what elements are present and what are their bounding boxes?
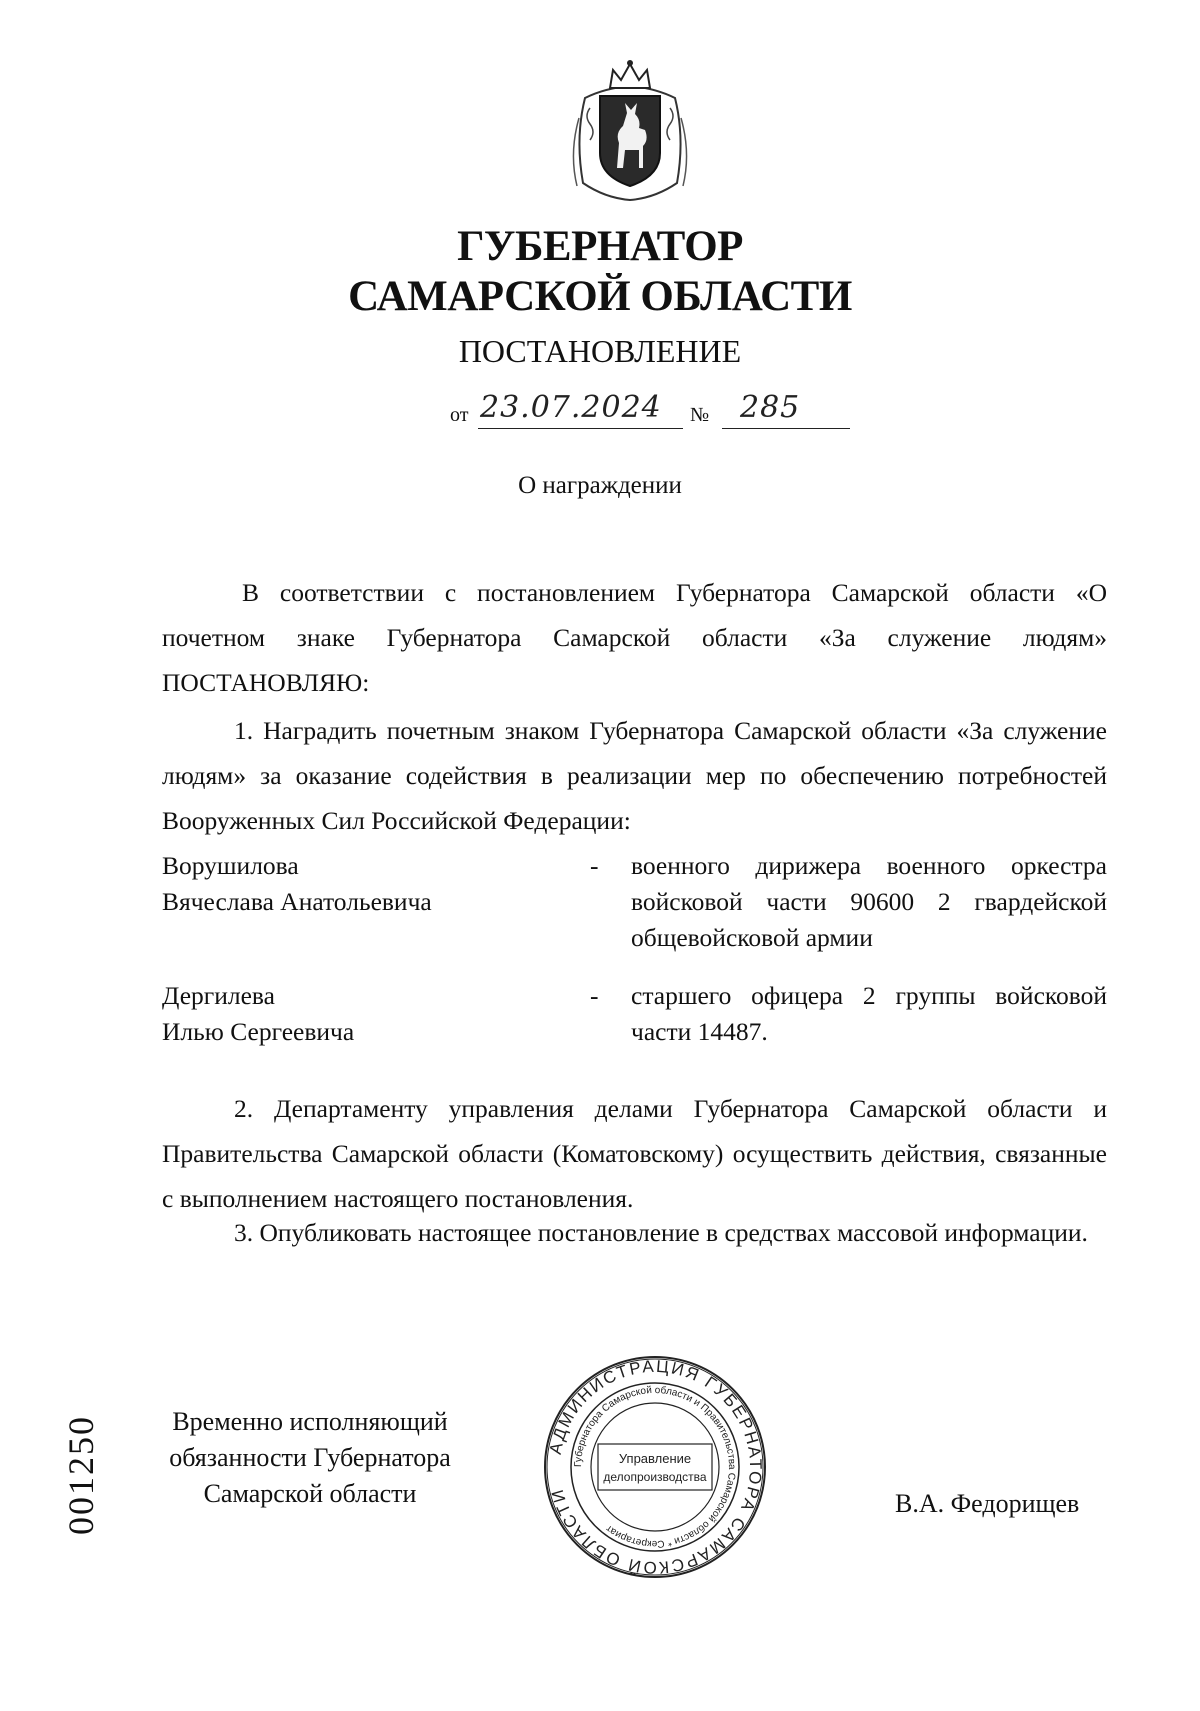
awardee-row	[0, 848, 1200, 968]
item-3-paragraph: 3. Опубликовать настоящее постановление в средствах массовой информации.	[234, 1218, 1088, 1247]
document-date: 23.07.2024	[480, 390, 662, 425]
title-line-2: САМАРСКОЙ ОБЛАСТИ	[348, 273, 852, 320]
awardee-given-names: Вячеслава Анатольевича	[162, 887, 432, 916]
date-number-line	[450, 392, 850, 432]
stamp-center-line: делопроизводства	[603, 1470, 707, 1484]
number-prefix: №	[690, 404, 710, 426]
signatory-position-line: обязанности Губернатора	[169, 1443, 451, 1472]
preamble-paragraph: В соответствии с постановлением Губернатора Самарской области «О почетном знаке Губернатора Самарской области «За служение людям» ПОСТАНОВЛЯЮ:	[162, 578, 1107, 697]
samara-coat-of-arms-icon	[565, 58, 695, 203]
awardee-dash: -	[590, 981, 599, 1010]
signatory-position-line: Самарской области	[203, 1479, 417, 1508]
stamp-center-line: Управление	[618, 1451, 692, 1466]
document-type: ПОСТАНОВЛЕНИЕ	[458, 333, 742, 369]
awardee-row	[0, 978, 1200, 1058]
awardee-surname: Ворушилова	[162, 851, 299, 880]
registration-number: 001250	[61, 1415, 101, 1535]
awardee-dash: -	[590, 851, 599, 880]
title-line-1: ГУБЕРНАТОР	[457, 223, 743, 270]
awardee-position: военного дирижера военного оркестра войсковой части 90600 2 гвардейской общевойсковой армии	[631, 851, 1107, 952]
item-1-paragraph: 1. Наградить почетным знаком Губернатора Самарской области «За служение людям» за оказание содействия в реализации мер по обеспечению потребностей Вооруженных Сил Российской Федерации:	[162, 716, 1107, 835]
signatory-position	[140, 1404, 480, 1512]
document-number: 285	[740, 390, 801, 425]
awardee-given-names: Илью Сергеевича	[162, 1017, 355, 1046]
number-underline	[722, 428, 850, 429]
document-subject: О награждении	[518, 472, 682, 499]
signatory-name: В.А. Федорищев	[895, 1489, 1080, 1518]
signatory-position-line: Временно исполняющий	[172, 1407, 448, 1436]
awardee-position: старшего офицера 2 группы войсковой части 14487.	[631, 981, 1107, 1046]
date-underline	[478, 428, 683, 429]
awardee-surname: Дергилева	[162, 981, 275, 1010]
stamp-inner-text: Губернатора Самарской области и Правительства Самарской области * Секретариат	[572, 1384, 738, 1550]
item-2-paragraph: 2. Департаменту управления делами Губернатора Самарской области и Правительства Самарской области (Коматовскому) осуществить действия, связанные с выполнением настоящего постановления.	[162, 1094, 1107, 1213]
date-prefix: от	[450, 404, 469, 426]
official-stamp	[540, 1352, 770, 1582]
stamp-outer-text: АДМИНИСТРАЦИЯ ГУБЕРНАТОРА САМАРСКОЙ ОБЛАСТИ	[545, 1356, 766, 1578]
